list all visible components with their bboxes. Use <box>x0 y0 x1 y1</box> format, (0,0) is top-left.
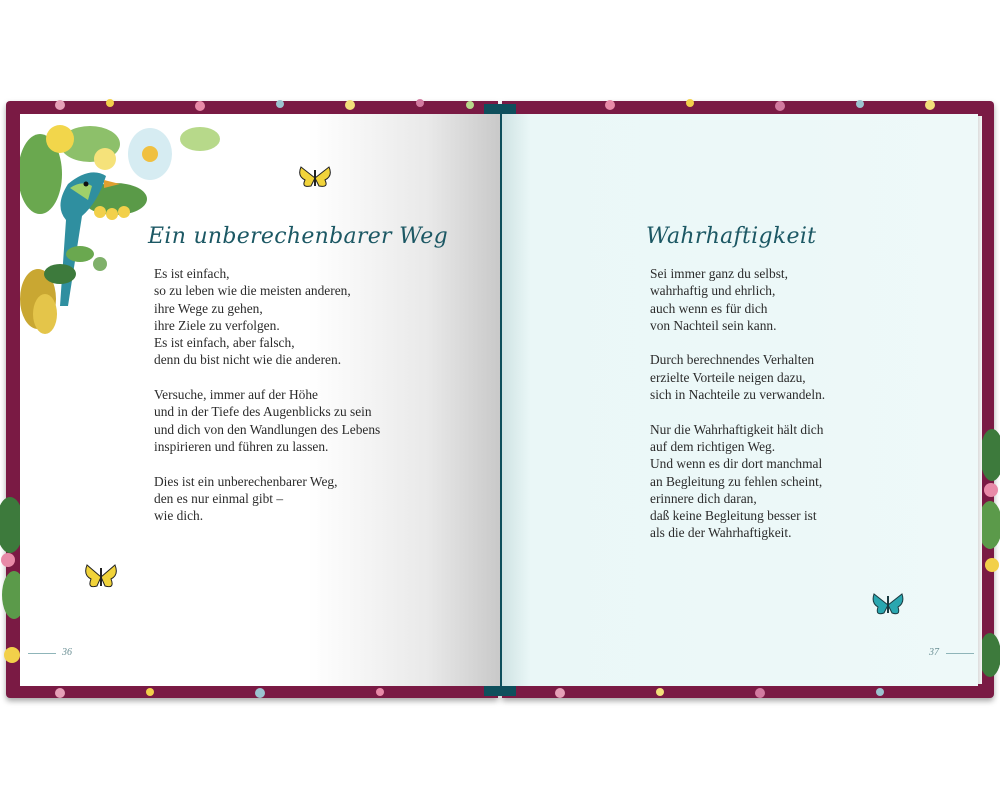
poem-line: erzielte Vorteile neigen dazu, <box>650 369 806 385</box>
poem-line: Durch berechnendes Verhalten <box>650 352 815 368</box>
stanza <box>154 473 380 525</box>
teal-butterfly-icon <box>871 590 905 620</box>
poem-line: daß keine Begleitung besser ist <box>650 508 817 524</box>
poem-title: Wahrhaftigkeit <box>646 224 817 249</box>
stanza <box>650 265 825 334</box>
poem-line: von Nachteil sein kann. <box>650 317 777 333</box>
poem-line: den es nur einmal gibt – <box>154 490 284 506</box>
poem-line: denn du bist nicht wie die anderen. <box>154 352 342 368</box>
stanza <box>154 265 380 369</box>
yellow-butterfly-icon <box>83 561 119 593</box>
poem-line: inspirieren und führen zu lassen. <box>154 438 329 454</box>
poem-line: erinnere dich daran, <box>650 490 757 506</box>
page-number-rule <box>946 653 974 654</box>
poem-title: Ein unberechenbarer Weg <box>148 224 448 249</box>
yellow-butterfly-icon <box>297 164 333 192</box>
stanza <box>650 421 825 542</box>
poem-line: Und wenn es dir dort manchmal <box>650 456 823 472</box>
left-page <box>20 114 500 686</box>
stanza <box>154 386 380 455</box>
page-number: 37 <box>929 647 939 658</box>
poem-line: und in der Tiefe des Augenblicks zu sein <box>154 404 372 420</box>
poem-line: Es ist einfach, <box>154 266 230 281</box>
page-edge <box>978 116 982 684</box>
poem-line: ihre Wege zu gehen, <box>154 300 263 316</box>
poem-line: Sei immer ganz du selbst, <box>650 266 788 281</box>
poem-line: wie dich. <box>154 508 204 524</box>
poem-line: wahrhaftig und ehrlich, <box>650 283 776 299</box>
poem-line: Es ist einfach, aber falsch, <box>154 335 295 351</box>
poem-line: Dies ist ein unberechenbarer Weg, <box>154 473 338 489</box>
poem-line: Nur die Wahrhaftigkeit hält dich <box>650 421 824 437</box>
poem-line: und dich von den Wandlungen des Lebens <box>154 421 381 437</box>
poem-line: an Begleitung zu fehlen scheint, <box>650 473 823 489</box>
poem-body <box>154 265 380 542</box>
poem-line: auch wenn es für dich <box>650 300 768 316</box>
right-page <box>502 114 978 686</box>
poem-line: sich in Nachteile zu verwandeln. <box>650 387 826 403</box>
page-number-rule <box>28 653 56 654</box>
stanza <box>650 351 825 403</box>
poem-line: Versuche, immer auf der Höhe <box>154 387 318 403</box>
poem-line: so zu leben wie die meisten anderen, <box>154 283 351 299</box>
poem-body <box>650 265 825 559</box>
page-number: 36 <box>62 647 72 658</box>
poem-line: als die der Wahrhaftigkeit. <box>650 525 792 541</box>
poem-line: auf dem richtigen Weg. <box>650 438 776 454</box>
poem-line: ihre Ziele zu verfolgen. <box>154 317 280 333</box>
